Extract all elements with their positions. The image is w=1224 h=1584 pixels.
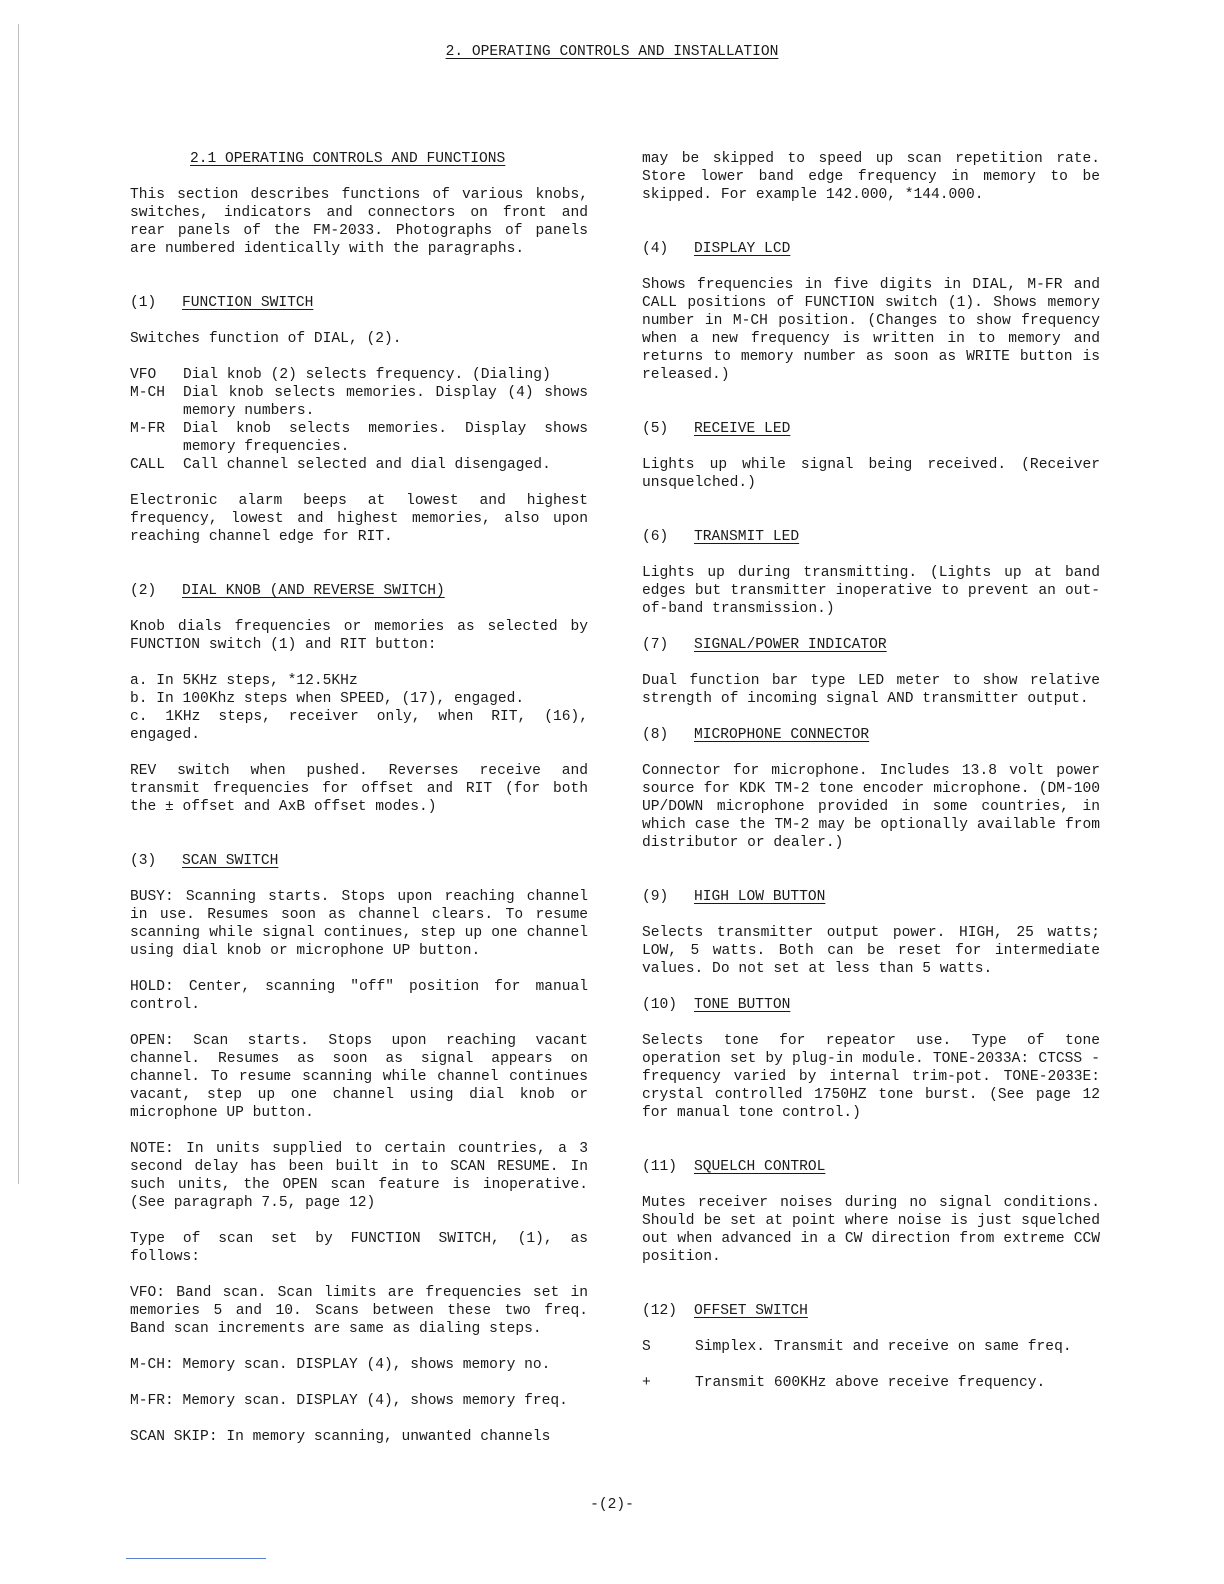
section-2-item-b: b. In 100Khz steps when SPEED, (17), engaged. bbox=[130, 691, 525, 707]
section-3-vfo: VFO: Band scan. Scan limits are frequencies set in memories 5 and 10. Scans between these two freq. Band scan increments are same as dialing steps. bbox=[130, 1285, 588, 1337]
section-3-busy: BUSY: Scanning starts. Stops upon reaching channel in use. Resumes soon as channel clears. To resume scanning while signal continues, step up one channel using dial knob or microphone UP button. bbox=[130, 889, 588, 959]
list-item: M-CH Dial knob selects memories. Display (4) shows memory numbers. bbox=[130, 385, 588, 419]
section-2-item-a: a. In 5KHz steps, *12.5KHz bbox=[130, 673, 358, 689]
section-1-note: Electronic alarm beeps at lowest and highest frequency, lowest and highest memories, also upon reaching channel edge for RIT. bbox=[130, 493, 588, 545]
section-12-heading: (12) OFFSET SWITCH bbox=[642, 1303, 808, 1319]
section-3-open: OPEN: Scan starts. Stops upon reaching vacant channel. Resumes as soon as signal appears on channel. To resume scanning while channel continues vacant, step up one channel using dial knob or microphone UP button. bbox=[130, 1033, 588, 1121]
section-9-body: Selects transmitter output power. HIGH, 25 watts; LOW, 5 watts. Both can be reset for intermediate values. Do not set at less than 5 watts. bbox=[642, 925, 1100, 977]
list-item: + Transmit 600KHz above receive frequency. bbox=[642, 1375, 1046, 1391]
list-item: CALL Call channel selected and dial disengaged. bbox=[130, 457, 551, 473]
continued-paragraph: may be skipped to speed up scan repetition rate. Store lower band edge frequency in memory to be skipped. For example 142.000, *144.000. bbox=[642, 151, 1100, 203]
scan-edge-line bbox=[18, 24, 19, 1184]
section-4-heading: (4) DISPLAY LCD bbox=[642, 241, 791, 257]
section-3-mfr: M-FR: Memory scan. DISPLAY (4), shows memory freq. bbox=[130, 1393, 568, 1409]
section-2-lead: Knob dials frequencies or memories as selected by FUNCTION switch (1) and RIT button: bbox=[130, 619, 588, 653]
section-9-heading: (9) HIGH LOW BUTTON bbox=[642, 889, 826, 905]
section-2-rev: REV switch when pushed. Reverses receive and transmit frequencies for offset and RIT (for both the ± offset and AxB offset modes.) bbox=[130, 763, 588, 815]
section-2-item-c: c. 1KHz steps, receiver only, when RIT, (16), engaged. bbox=[130, 709, 588, 743]
list-item: VFO Dial knob (2) selects frequency. (Dialing) bbox=[130, 367, 551, 383]
section-3-skip: SCAN SKIP: In memory scanning, unwanted channels bbox=[130, 1429, 551, 1445]
section-3-hold: HOLD: Center, scanning "off" position for manual control. bbox=[130, 979, 588, 1013]
function-switch-list bbox=[130, 366, 588, 474]
bottom-rule bbox=[126, 1558, 266, 1559]
page-number: -(2)- bbox=[590, 1497, 634, 1513]
section-3-heading: (3) SCAN SWITCH bbox=[130, 853, 279, 869]
section-8-heading: (8) MICROPHONE CONNECTOR bbox=[642, 727, 870, 743]
intro-paragraph: This section describes functions of various knobs, switches, indicators and connectors on front and rear panels of the FM-2033. Photographs of panels are numbered identically with the paragraphs. bbox=[130, 187, 588, 257]
section-5-body: Lights up while signal being received. (Receiver unsquelched.) bbox=[642, 457, 1100, 491]
section-title: 2.1 OPERATING CONTROLS AND FUNCTIONS bbox=[190, 151, 506, 167]
section-2-heading: (2) DIAL KNOB (AND REVERSE SWITCH) bbox=[130, 583, 445, 599]
section-1-lead: Switches function of DIAL, (2). bbox=[130, 331, 402, 347]
section-6-heading: (6) TRANSMIT LED bbox=[642, 529, 800, 545]
list-item: S Simplex. Transmit and receive on same freq. bbox=[642, 1339, 1072, 1355]
left-column bbox=[130, 150, 588, 1464]
section-1-heading: (1) FUNCTION SWITCH bbox=[130, 295, 314, 311]
section-5-heading: (5) RECEIVE LED bbox=[642, 421, 791, 437]
section-7-heading: (7) SIGNAL/POWER INDICATOR bbox=[642, 637, 887, 653]
section-11-body: Mutes receiver noises during no signal conditions. Should be set at point where noise is just squelched out when advanced in a CW direction from extreme CCW position. bbox=[642, 1195, 1100, 1265]
offset-switch-list bbox=[642, 1338, 1100, 1392]
page-header: 2. OPERATING CONTROLS AND INSTALLATION bbox=[445, 44, 779, 60]
section-10-body: Selects tone for repeator use. Type of tone operation set by plug-in module. TONE-2033A: CTCSS - frequency varied by internal trim-pot. TONE-2033E: crystal controlled 1750HZ tone burst. (See page 12 for manual tone control.) bbox=[642, 1033, 1100, 1121]
section-8-body: Connector for microphone. Includes 13.8 volt power source for KDK TM-2 tone encoder microphone. (DM-100 UP/DOWN microphone provided in some countries, in which case the TM-2 may be optionally available from distributor or dealer.) bbox=[642, 763, 1100, 851]
section-4-body: Shows frequencies in five digits in DIAL, M-FR and CALL positions of FUNCTION switch (1). Shows memory number in M-CH position. (Changes to show frequency when a new frequency is written in to memory and returns to memory number as soon as WRITE button is released.) bbox=[642, 277, 1100, 383]
list-item: M-FR Dial knob selects memories. Display shows memory frequencies. bbox=[130, 421, 588, 455]
section-3-note: NOTE: In units supplied to certain countries, a 3 second delay has been built in to SCAN RESUME. In such units, the OPEN scan feature is inoperative. (See paragraph 7.5, page 12) bbox=[130, 1141, 588, 1211]
right-column bbox=[642, 150, 1100, 1410]
section-6-body: Lights up during transmitting. (Lights up at band edges but transmitter inoperative to prevent an out-of-band transmission.) bbox=[642, 565, 1100, 617]
section-10-heading: (10) TONE BUTTON bbox=[642, 997, 791, 1013]
section-7-body: Dual function bar type LED meter to show relative strength of incoming signal AND transmitter output. bbox=[642, 673, 1100, 707]
section-11-heading: (11) SQUELCH CONTROL bbox=[642, 1159, 826, 1175]
section-3-mch: M-CH: Memory scan. DISPLAY (4), shows memory no. bbox=[130, 1357, 551, 1373]
section-3-type: Type of scan set by FUNCTION SWITCH, (1), as follows: bbox=[130, 1231, 588, 1265]
